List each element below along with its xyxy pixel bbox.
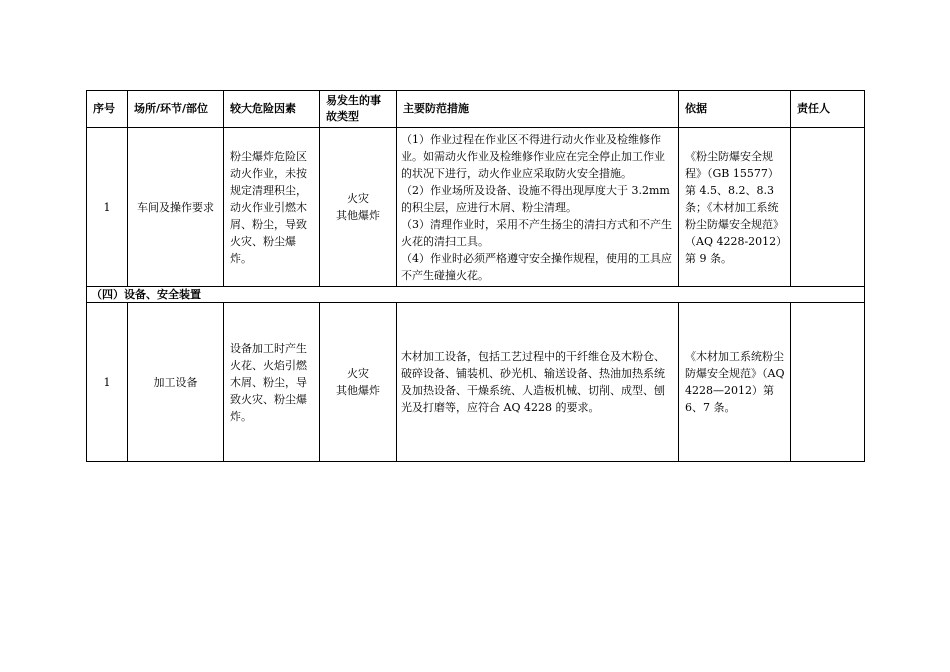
header-location: 场所/环节/部位	[128, 91, 224, 128]
row-accident-type	[320, 303, 397, 462]
accident-type-1: 火灾	[347, 192, 369, 205]
row-responsible	[791, 303, 865, 462]
section-row	[87, 287, 865, 303]
header-measures: 主要防范措施	[397, 91, 679, 128]
header-responsible: 责任人	[791, 91, 865, 128]
header-seq: 序号	[87, 91, 128, 128]
row-hazard: 粉尘爆炸危险区动火作业，未按规定清理积尘，动火作业引燃木屑、粉尘，导致火灾、粉尘爆炸。	[224, 128, 320, 287]
header-hazard: 较大危险因素	[224, 91, 320, 128]
header-basis: 依据	[679, 91, 791, 128]
accident-type-2: 其他爆炸	[336, 384, 380, 397]
accident-type-1: 火灾	[347, 367, 369, 380]
accident-type-2: 其他爆炸	[336, 209, 380, 222]
row-accident-type	[320, 128, 397, 287]
table-row	[87, 128, 865, 287]
row-measures	[397, 128, 679, 287]
table-header-row	[87, 91, 865, 128]
row-location: 车间及操作要求	[128, 128, 224, 287]
measure-item: （3）清理作业时，采用不产生扬尘的清扫方式和不产生火花的清扫工具。	[401, 217, 672, 248]
measure-item: （1）作业过程在作业区不得进行动火作业及检维修作业。如需动火作业及检维修作业应在完全停止加工作业的状况下进行，动火作业应采取防火安全措施。	[401, 132, 665, 180]
row-seq: 1	[87, 128, 128, 287]
section-title: （四）设备、安全装置	[87, 287, 865, 303]
row-basis: 《木材加工系统粉尘防爆安全规范》（AQ 4228—2012）第 6、7 条。	[679, 303, 791, 462]
row-basis: 《粉尘防爆安全规程》（GB 15577）第 4.5、8.2、8.3 条；《木材加工系统粉尘防爆安全规范》（AQ 4228-2012）第 9 条。	[679, 128, 791, 287]
row-responsible	[791, 128, 865, 287]
measure-item: （2）作业场所及设备、设施不得出现厚度大于 3.2mm的积尘层，应进行木屑、粉尘清理。	[401, 183, 670, 214]
row-measures: 木材加工设备，包括工艺过程中的干纤维仓及木粉仓、破碎设备、铺装机、砂光机、输送设备、热油加热系统及加热设备、干燥系统、人造板机械、切削、成型、刨光及打磨等，应符合 AQ 4228 的要求。	[397, 303, 679, 462]
table-row	[87, 303, 865, 462]
measure-item: （4）作业时必须严格遵守安全操作规程，使用的工具应不产生碰撞火花。	[401, 251, 672, 282]
row-hazard: 设备加工时产生火花、火焰引燃木屑、粉尘，导致火灾、粉尘爆炸。	[224, 303, 320, 462]
hazard-table	[86, 90, 865, 462]
row-seq: 1	[87, 303, 128, 462]
header-accident-type: 易发生的事故类型	[320, 91, 397, 128]
row-location: 加工设备	[128, 303, 224, 462]
